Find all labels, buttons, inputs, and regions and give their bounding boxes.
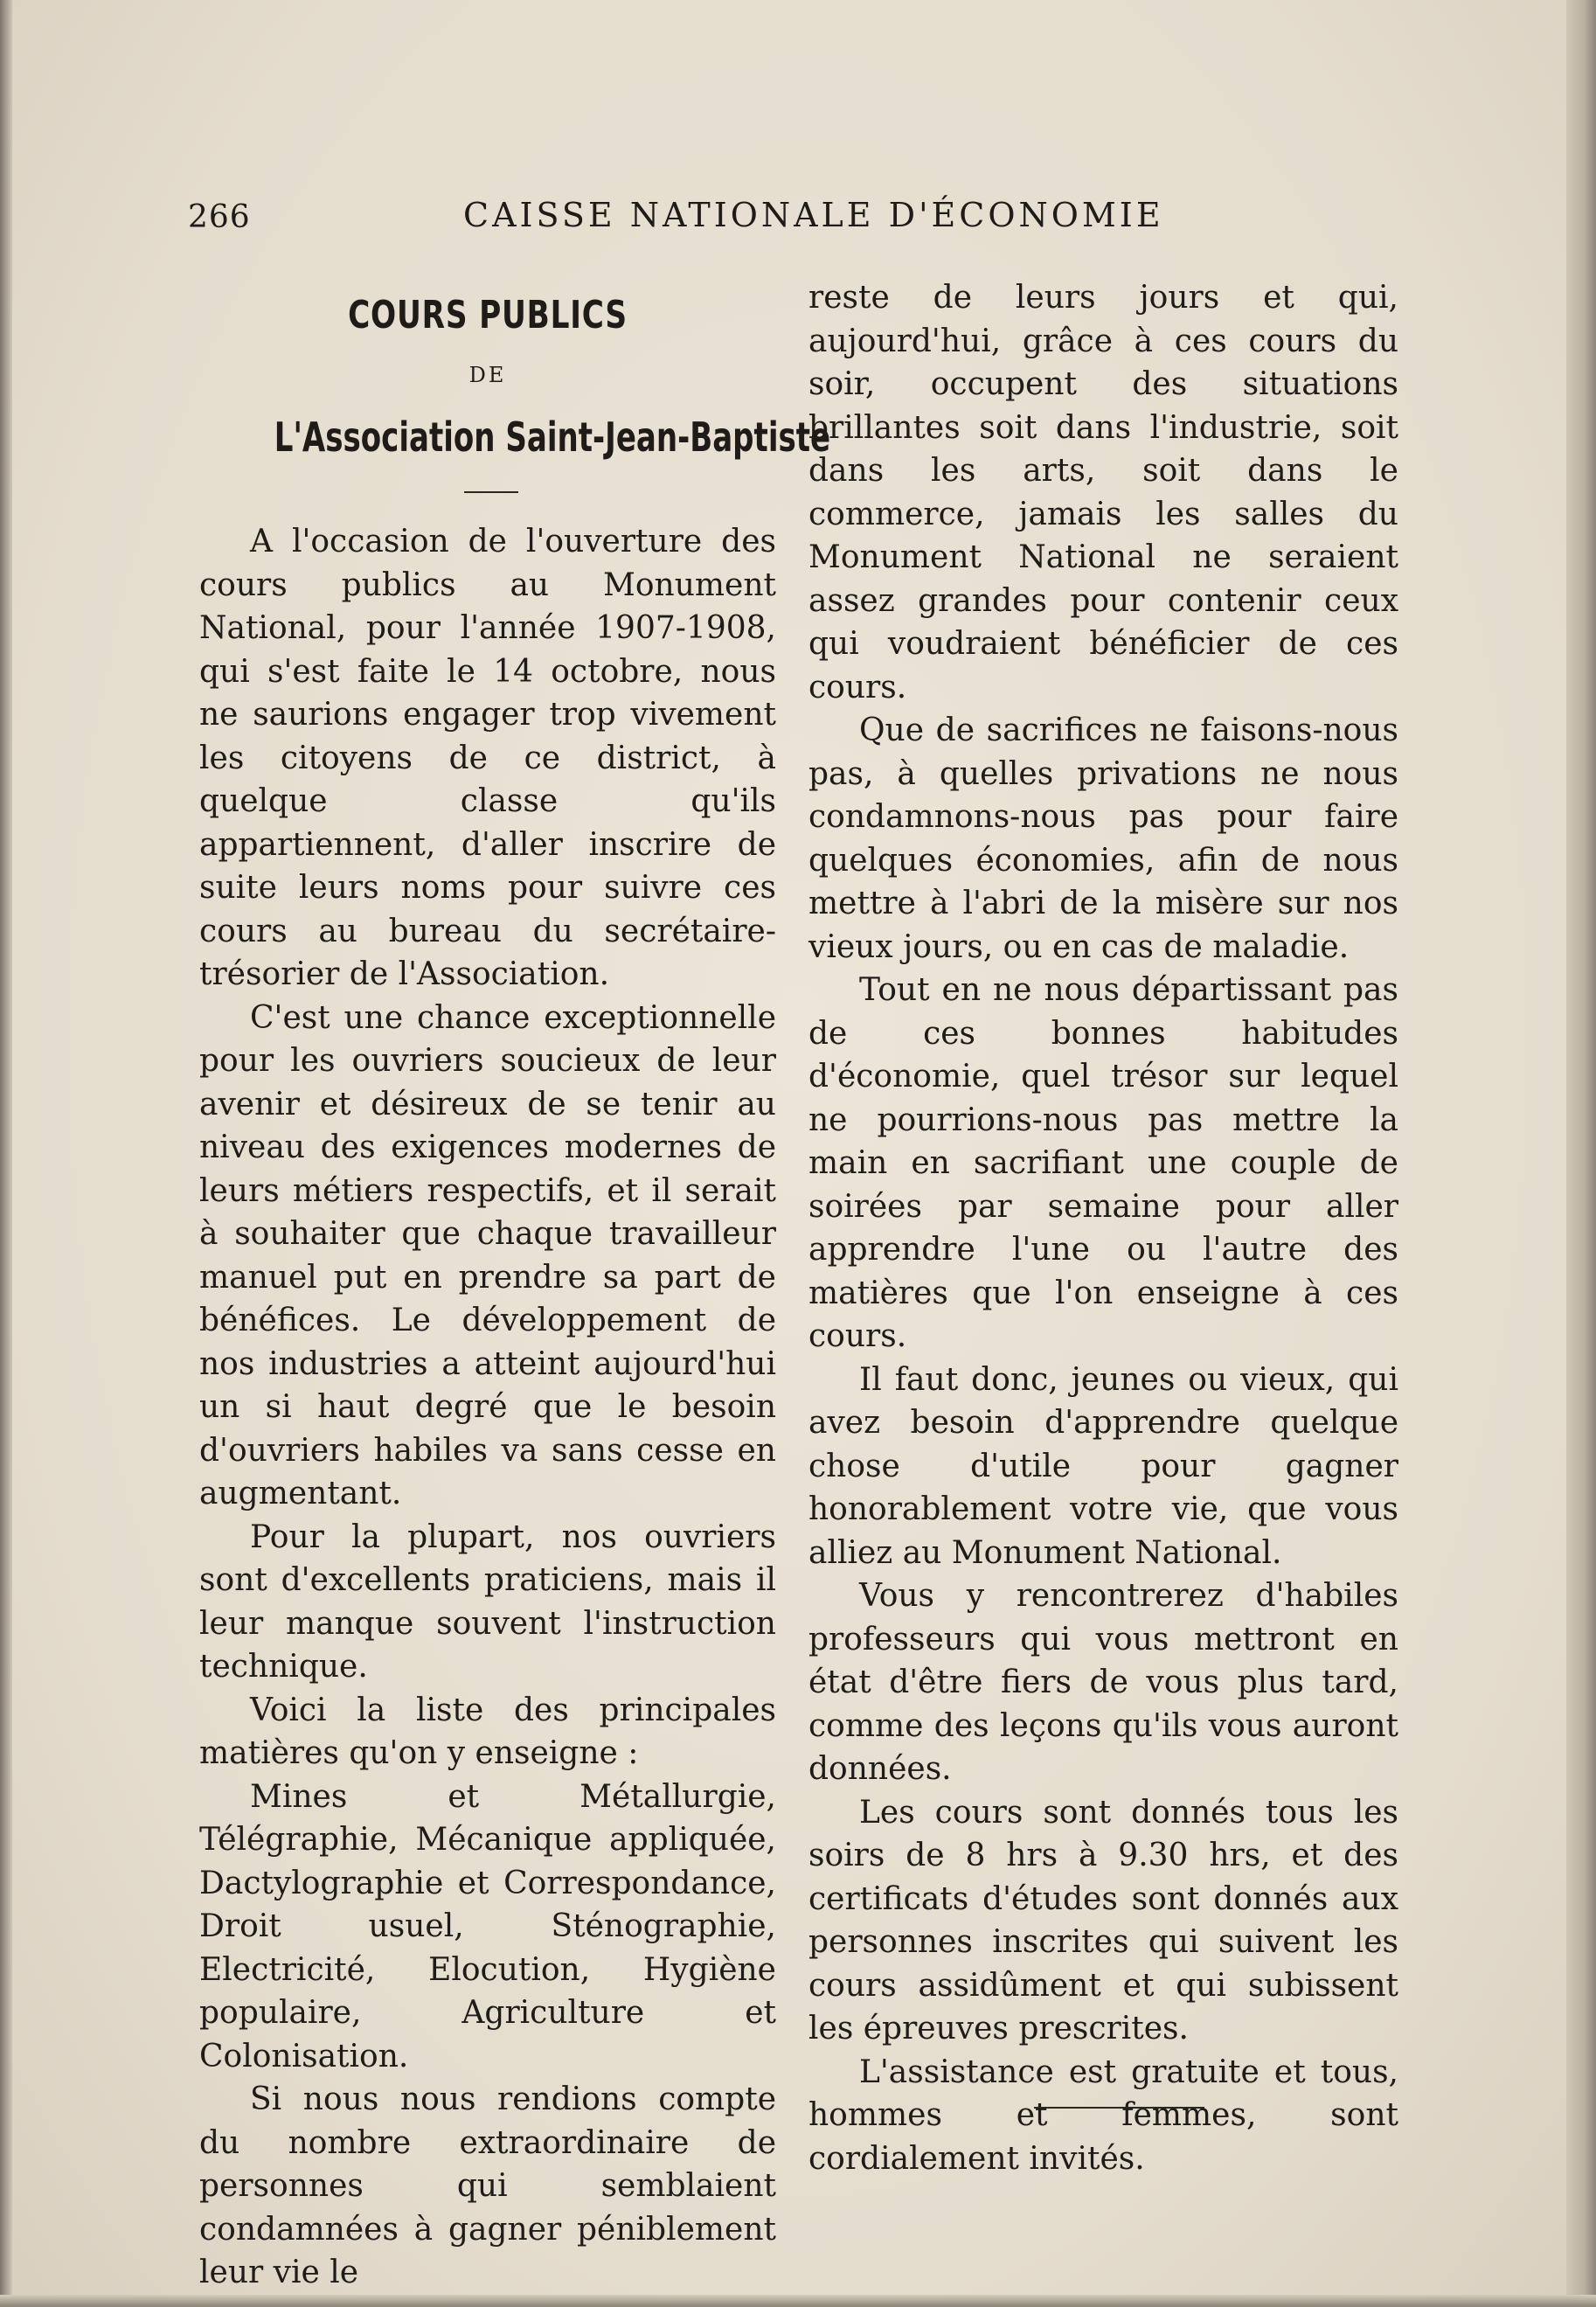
running-title: CAISSE NATIONALE D'ÉCONOMIE <box>463 196 1164 234</box>
paragraph: Il faut donc, jeunes ou vieux, qui avez besoin d'apprendre quelque chose d'utile pour gagner honorablement votre vie, que vous alliez au Monument National. <box>808 1361 1398 1571</box>
paragraph: Que de sacrifices ne faisons-nous pas, à quelles privations ne nous condamnons-nous pas pour faire quelques économies, afin de nous mettre à l'abri de la misère sur nos vieux jours, ou en cas de maladie. <box>808 712 1398 965</box>
title-rule <box>464 491 518 493</box>
paragraph: Tout en ne nous départissant pas de ces bonnes habitudes d'économie, quel trésor sur lequel ne pourrions-nous pas mettre la main en sacrifiant une couple de soirées par semaine pour aller apprendre l'une ou l'autre des matières que l'on enseigne à ces cours. <box>808 972 1398 1354</box>
paragraph: reste de leurs jours et qui, aujourd'hui, grâce à ces cours du soir, occupent des situations brillantes soit dans l'industrie, soit dans les arts, soit dans le commerce, jamais les salles du Monument National ne seraient assez grandes pour contenir ceux qui voudraient bénéficier de ces cours. <box>808 280 1398 705</box>
article-title: COURS PUBLICS <box>348 293 628 337</box>
paragraph: Vous y rencontrerez d'habiles professeurs qui vous mettront en état d'être fiers de vous plus tard, comme des leçons qu'ils vous auront données. <box>808 1578 1398 1787</box>
paragraph: Les cours sont donnés tous les soirs de 8 hrs à 9.30 hrs, et des certificats d'études sont donnés aux personnes inscrites qui suivent les cours assidûment et qui subissent les épreuves prescrites. <box>808 1794 1398 2046</box>
running-head <box>188 192 1164 245</box>
article-subtitle: L'Association Saint-Jean-Baptiste <box>274 413 831 461</box>
page-bottom-edge <box>0 2295 1596 2307</box>
paragraph: Pour la plupart, nos ouvriers sont d'excellents praticiens, mais il leur manque souvent l'instruction technique. <box>199 1518 776 1685</box>
article-de: DE <box>468 363 507 387</box>
left-column <box>199 520 776 2295</box>
paragraph: C'est une chance exceptionnelle pour les ouvriers soucieux de leur avenir et désireux de se tenir au niveau des exigences modernes de leurs métiers respectifs, et il serait à souhaiter que chaque travailleur manuel put en prendre sa part de bénéfices. Le développement de nos industries a atteint aujourd'hui un si haut degré que le besoin d'ouvriers habiles va sans cesse en augmentant. <box>199 999 776 1511</box>
paragraph: Mines et Métallurgie, Télégraphie, Mécanique appliquée, Dactylographie et Correspondance, Droit usuel, Sténographie, Electricité, Elocution, Hygiène populaire, Agriculture et Colonisation. <box>199 1778 776 2074</box>
end-rule <box>1034 2107 1204 2109</box>
paragraph: Si nous nous rendions compte du nombre extraordinaire de personnes qui semblaient condamnées à gagner péniblement leur vie le <box>199 2081 776 2290</box>
page-number: 266 <box>188 199 251 235</box>
page-right-edge <box>1566 0 1596 2307</box>
paragraph: A l'occasion de l'ouverture des cours publics au Monument National, pour l'année 1907-1908, qui s'est faite le 14 octobre, nous ne saurions engager trop vivement les citoyens de ce district, à quelque classe qu'ils appartiennent, d'aller inscrire de suite leurs noms pour suivre ces cours au bureau du secrétaire-trésorier de l'Association. <box>199 524 776 992</box>
page-left-edge <box>0 0 12 2307</box>
right-column <box>808 276 1398 2180</box>
paragraph: Voici la liste des principales matières qu'on y enseigne : <box>199 1692 776 1771</box>
paragraph: L'assistance est gratuite et tous, hommes et femmes, sont cordialement invités. <box>808 2053 1398 2177</box>
